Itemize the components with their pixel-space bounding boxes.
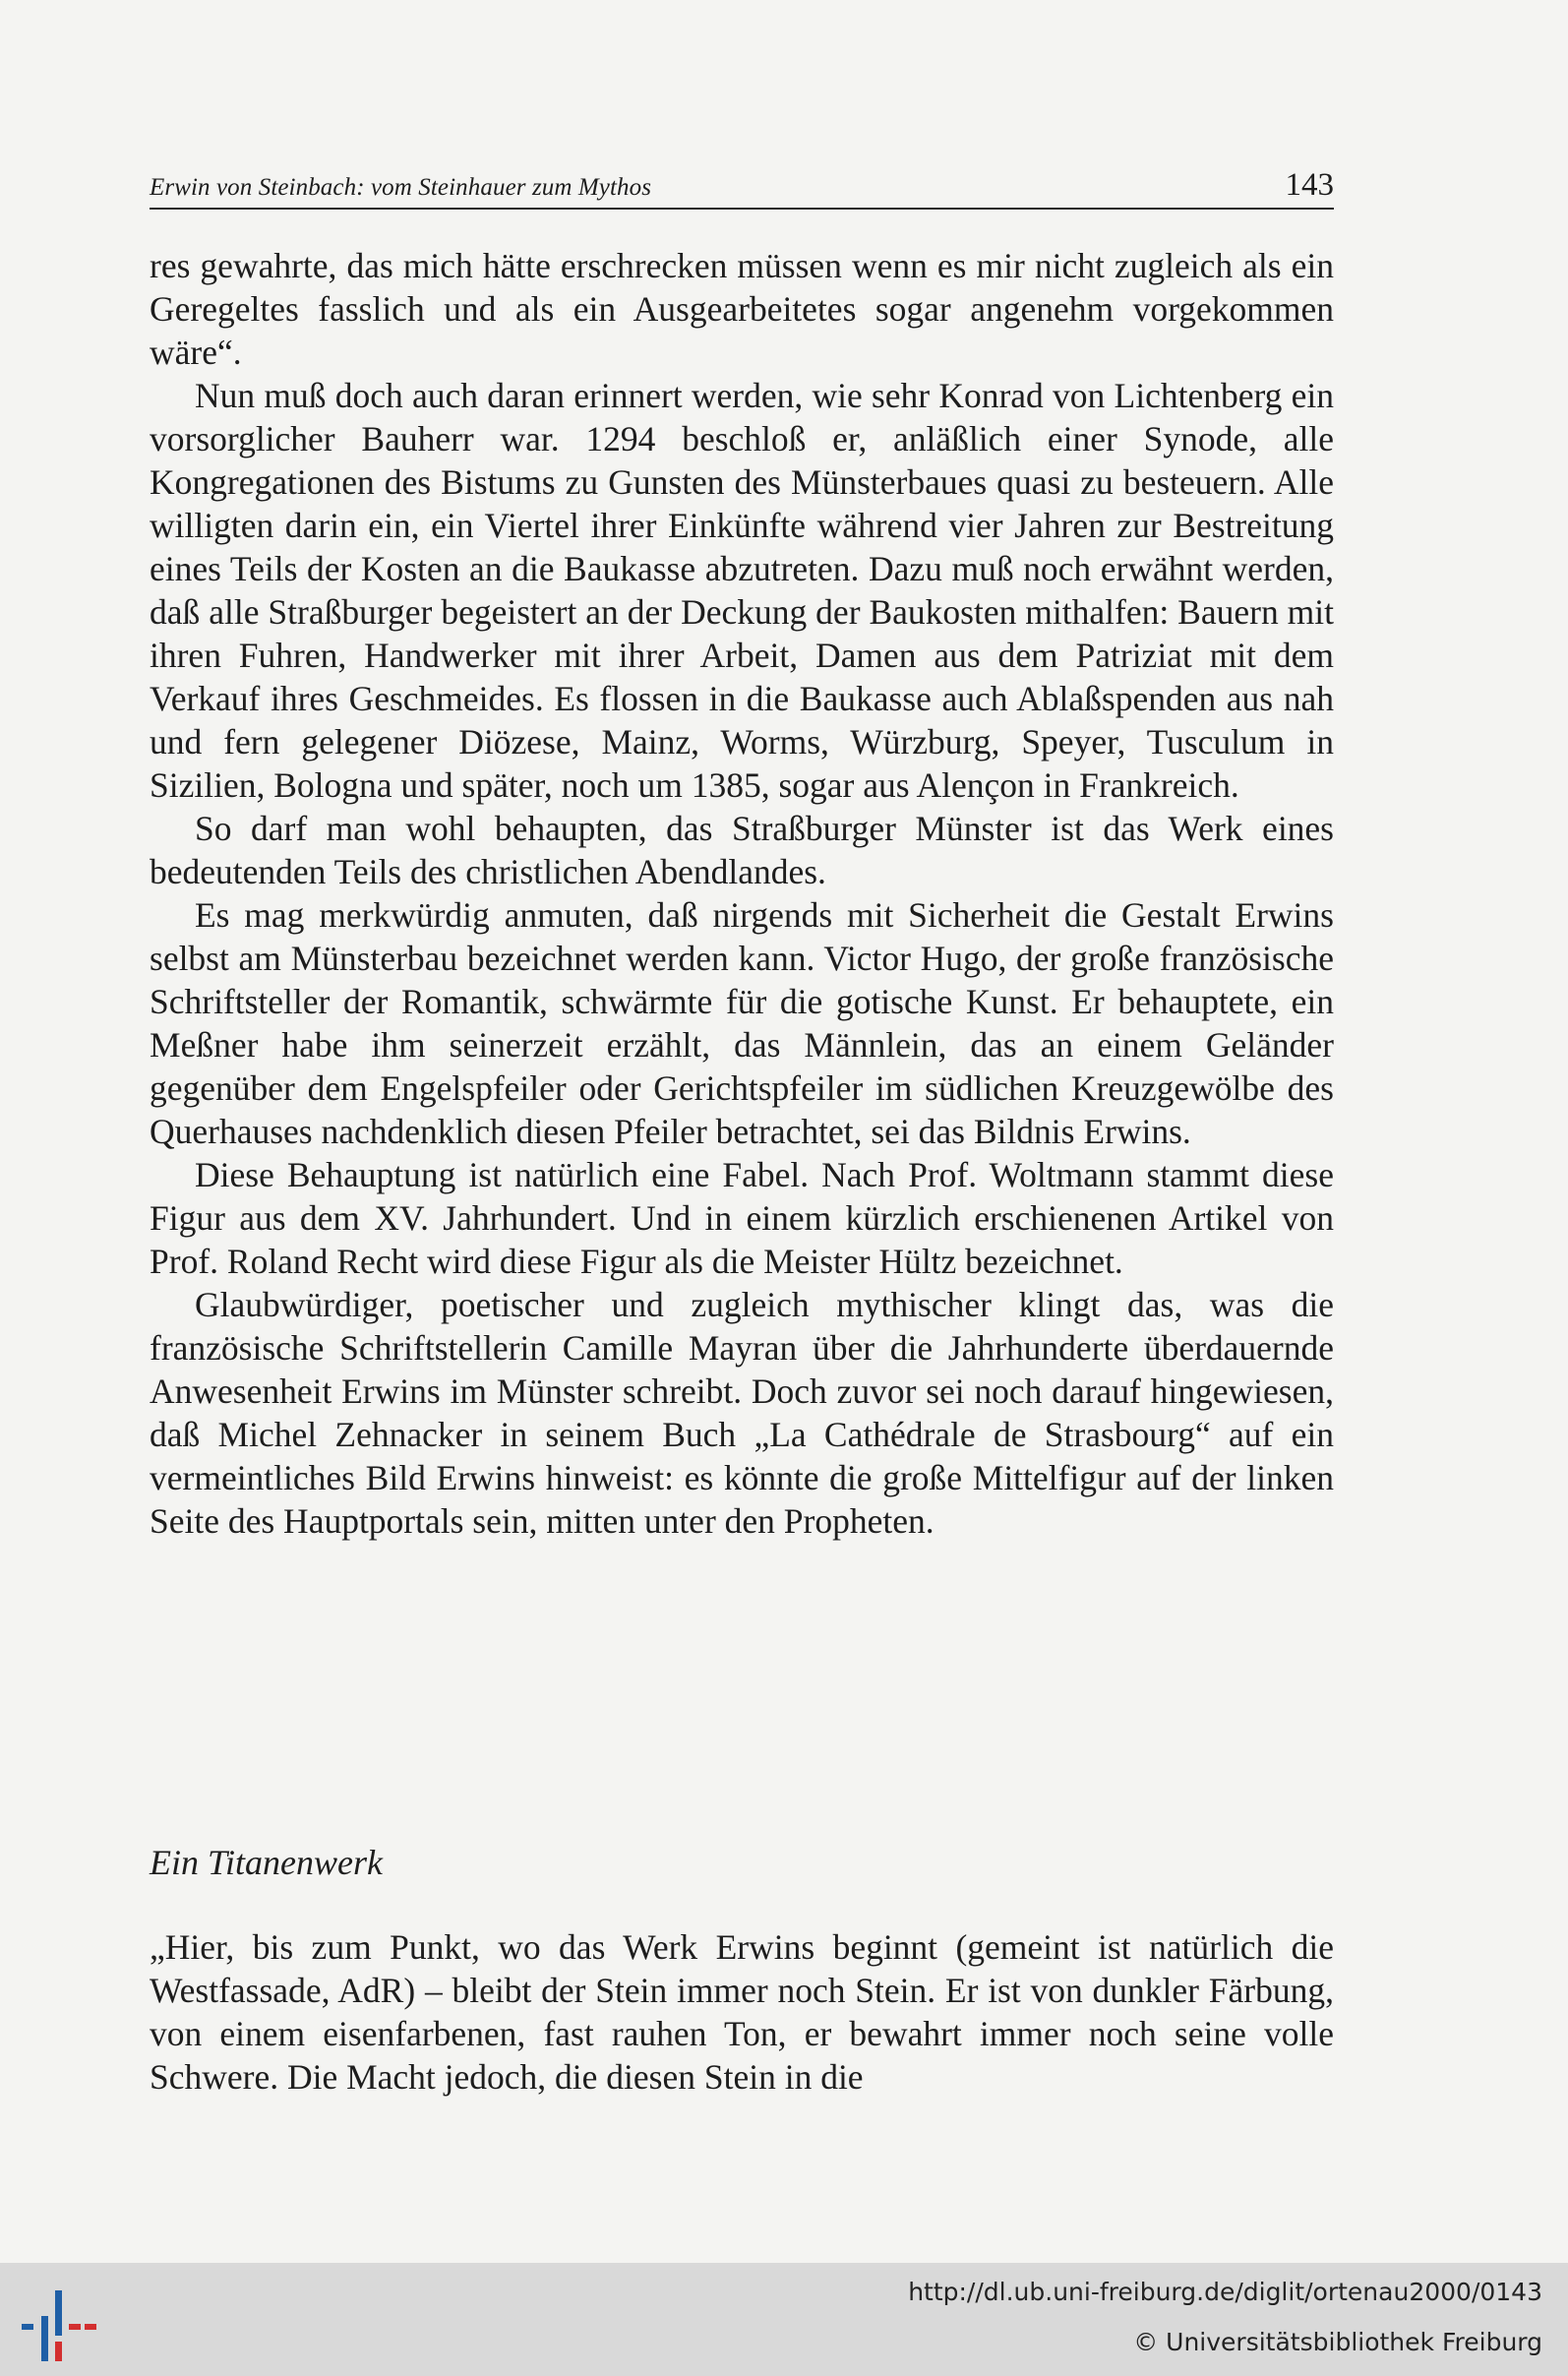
section-body [150, 1925, 1334, 2099]
body-text [150, 244, 1334, 1543]
section-heading: Ein Titanenwerk [150, 1843, 383, 1882]
footer-url-link[interactable]: http://dl.ub.uni-freiburg.de/diglit/ortenau2000/0143 [908, 2278, 1542, 2306]
ub-freiburg-logo-icon[interactable] [20, 2288, 98, 2363]
paragraph: Glaubwürdiger, poetischer und zugleich mythischer klingt das, was die französische Schriftstellerin Camille Mayran über die Jahrhunderte überdauernde Anwesenheit Erwins im Münster schreibt. Doch zuvor sei noch darauf hingewiesen, daß Michel Zehnacker in seinem Buch „La Cathédrale de Strasbourg“ auf ein vermeintliches Bild Erwins hinweist: es könnte die große Mittelfigur auf der linken Seite des Hauptportals sein, mitten unter den Propheten. [150, 1285, 1334, 1541]
paragraph: Diese Behauptung ist natürlich eine Fabel. Nach Prof. Woltmann stammt diese Figur aus dem XV. Jahrhundert. Und in einem kürzlich erschienenen Artikel von Prof. Roland Recht wird diese Figur als die Meister Hültz bezeichnet. [150, 1155, 1334, 1281]
footer-copyright: © Universitätsbibliothek Freiburg [1133, 2328, 1542, 2356]
paragraph: Nun muß doch auch daran erinnert werden, wie sehr Konrad von Lichtenberg ein vorsorglicher Bauherr war. 1294 beschloß er, anläßlich einer Synode, alle Kongregationen des Bistums zu Gunsten des Münsterbaues quasi zu besteuern. Alle willigten darin ein, ein Viertel ihrer Einkünfte während vier Jahren zur Bestreitung eines Teils der Kosten an die Baukasse abzutreten. Dazu muß noch erwähnt werden, daß alle Straßburger begeistert an der Deckung der Baukosten mithalfen: Bauern mit ihren Fuhren, Handwerker mit ihrer Arbeit, Damen aus dem Patriziat mit dem Verkauf ihres Geschmeides. Es flossen in die Baukasse auch Ablaßspenden aus nah und fern gelegener Diözese, Mainz, Worms, Würzburg, Speyer, Tusculum in Sizilien, Bologna und später, noch um 1385, sogar aus Alençon in Frankreich. [150, 376, 1334, 805]
paragraph: Es mag merkwürdig anmuten, daß nirgends mit Sicherheit die Gestalt Erwins selbst am Münsterbau bezeichnet werden kann. Victor Hugo, der große französische Schriftsteller der Romantik, schwärmte für die gotische Kunst. Er behauptete, ein Meßner habe ihm seinerzeit erzählt, das Männlein, das an einem Geländer gegenüber dem Engelspfeiler oder Gerichtspfeiler im südlichen Kreuzgewölbe des Querhauses nachdenklich diesen Pfeiler betrachtet, sei das Bildnis Erwins. [150, 895, 1334, 1151]
page-number: 143 [1285, 167, 1334, 203]
running-title: Erwin von Steinbach: vom Steinhauer zum Mythos [150, 174, 652, 201]
running-head [150, 160, 1334, 210]
paragraph: So darf man wohl behaupten, das Straßburger Münster ist das Werk eines bedeutenden Teils des christlichen Abendlandes. [150, 809, 1334, 891]
paragraph: res gewahrte, das mich hätte erschrecken müssen wenn es mir nicht zugleich als ein Geregeltes fasslich und als ein Ausgearbeitetes sogar angenehm vorgekommen wäre“. [150, 246, 1334, 372]
paragraph: „Hier, bis zum Punkt, wo das Werk Erwins beginnt (gemeint ist natürlich die Westfassade, AdR) – bleibt der Stein immer noch Stein. Er ist von dunkler Färbung, von einem eisenfarbenen, fast rauhen Ton, er bewahrt immer noch seine volle Schwere. Die Macht jedoch, die diesen Stein in die [150, 1927, 1334, 2097]
